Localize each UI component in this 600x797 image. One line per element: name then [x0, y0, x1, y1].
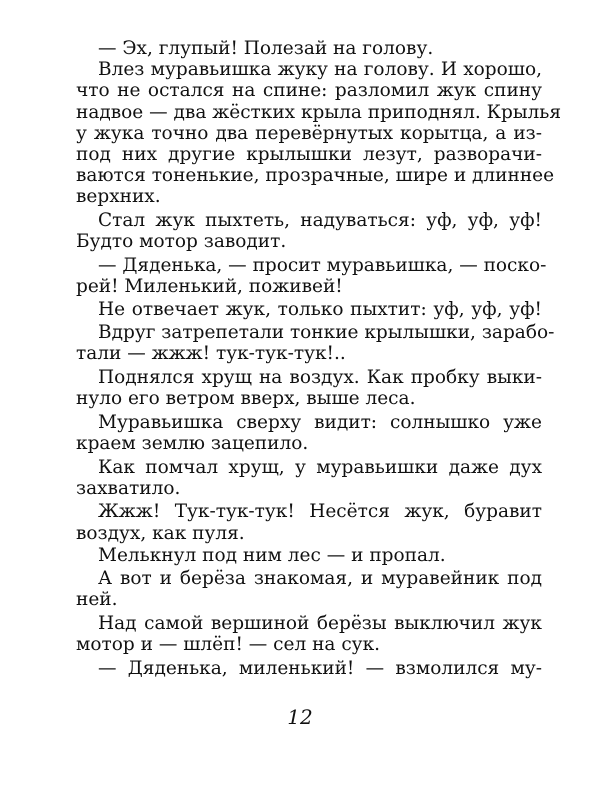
text-line: Над самой вершиной берёзы выключил жук — [98, 613, 542, 634]
text-line: нуло его ветром вверх, выше леса. — [76, 388, 416, 409]
text-line: — Эх, глупый! Полезай на голову. — [98, 38, 434, 59]
text-line: — Дяденька, — просит муравьишка, — поско- — [98, 255, 547, 276]
text-line: А вот и берёза знакомая, и муравейник под — [98, 568, 542, 589]
text-line: мотор и — шлёп! — сел на сук. — [76, 634, 381, 655]
text-line: воздух, как пуля. — [76, 523, 245, 544]
text-line: Жжж! Тук-тук-тук! Несётся жук, буравит — [98, 501, 542, 522]
text-line: захватило. — [76, 478, 181, 499]
text-line: — Дяденька, миленький! — взмолился му- — [98, 658, 542, 679]
text-line: что не остался на спине: разломил жук спину — [76, 80, 542, 101]
text-line: Вдруг затрепетали тонкие крылышки, зарабо- — [98, 322, 555, 343]
text-line: Как помчал хрущ, у муравьишки даже дух — [98, 457, 542, 478]
text-line: тали — жжж! тук-тук-тук!.. — [76, 343, 346, 364]
text-line: ней. — [76, 589, 118, 610]
text-line: Стал жук пыхтеть, надуваться: уф, уф, уф! — [98, 210, 542, 231]
text-line: рей! Миленький, поживей! — [76, 276, 343, 297]
text-line: Мелькнул под ним лес — и пропал. — [98, 545, 446, 566]
text-line: Не отвечает жук, только пыхтит: уф, уф, уф! — [98, 299, 542, 320]
text-line: Муравьишка сверху видит: солнышко уже — [98, 412, 542, 433]
text-line: ваются тоненькие, прозрачные, шире и длиннее — [76, 165, 555, 186]
text-line: Поднялся хрущ на воздух. Как пробку выки- — [98, 367, 542, 388]
text-line: надвое — два жёстких крыла приподнял. Крылья — [76, 102, 562, 123]
text-line: у жука точно два перевёрнутых корытца, а из- — [76, 123, 542, 144]
text-line: Будто мотор заводит. — [76, 231, 287, 252]
page-number: 12 — [287, 705, 313, 729]
text-line: Влез муравьишка жуку на голову. И хорошо, — [98, 59, 542, 80]
text-line: верхних. — [76, 186, 161, 207]
text-line: под них другие крылышки лезут, разворачи- — [76, 144, 542, 165]
text-line: краем землю зацепило. — [76, 433, 309, 454]
